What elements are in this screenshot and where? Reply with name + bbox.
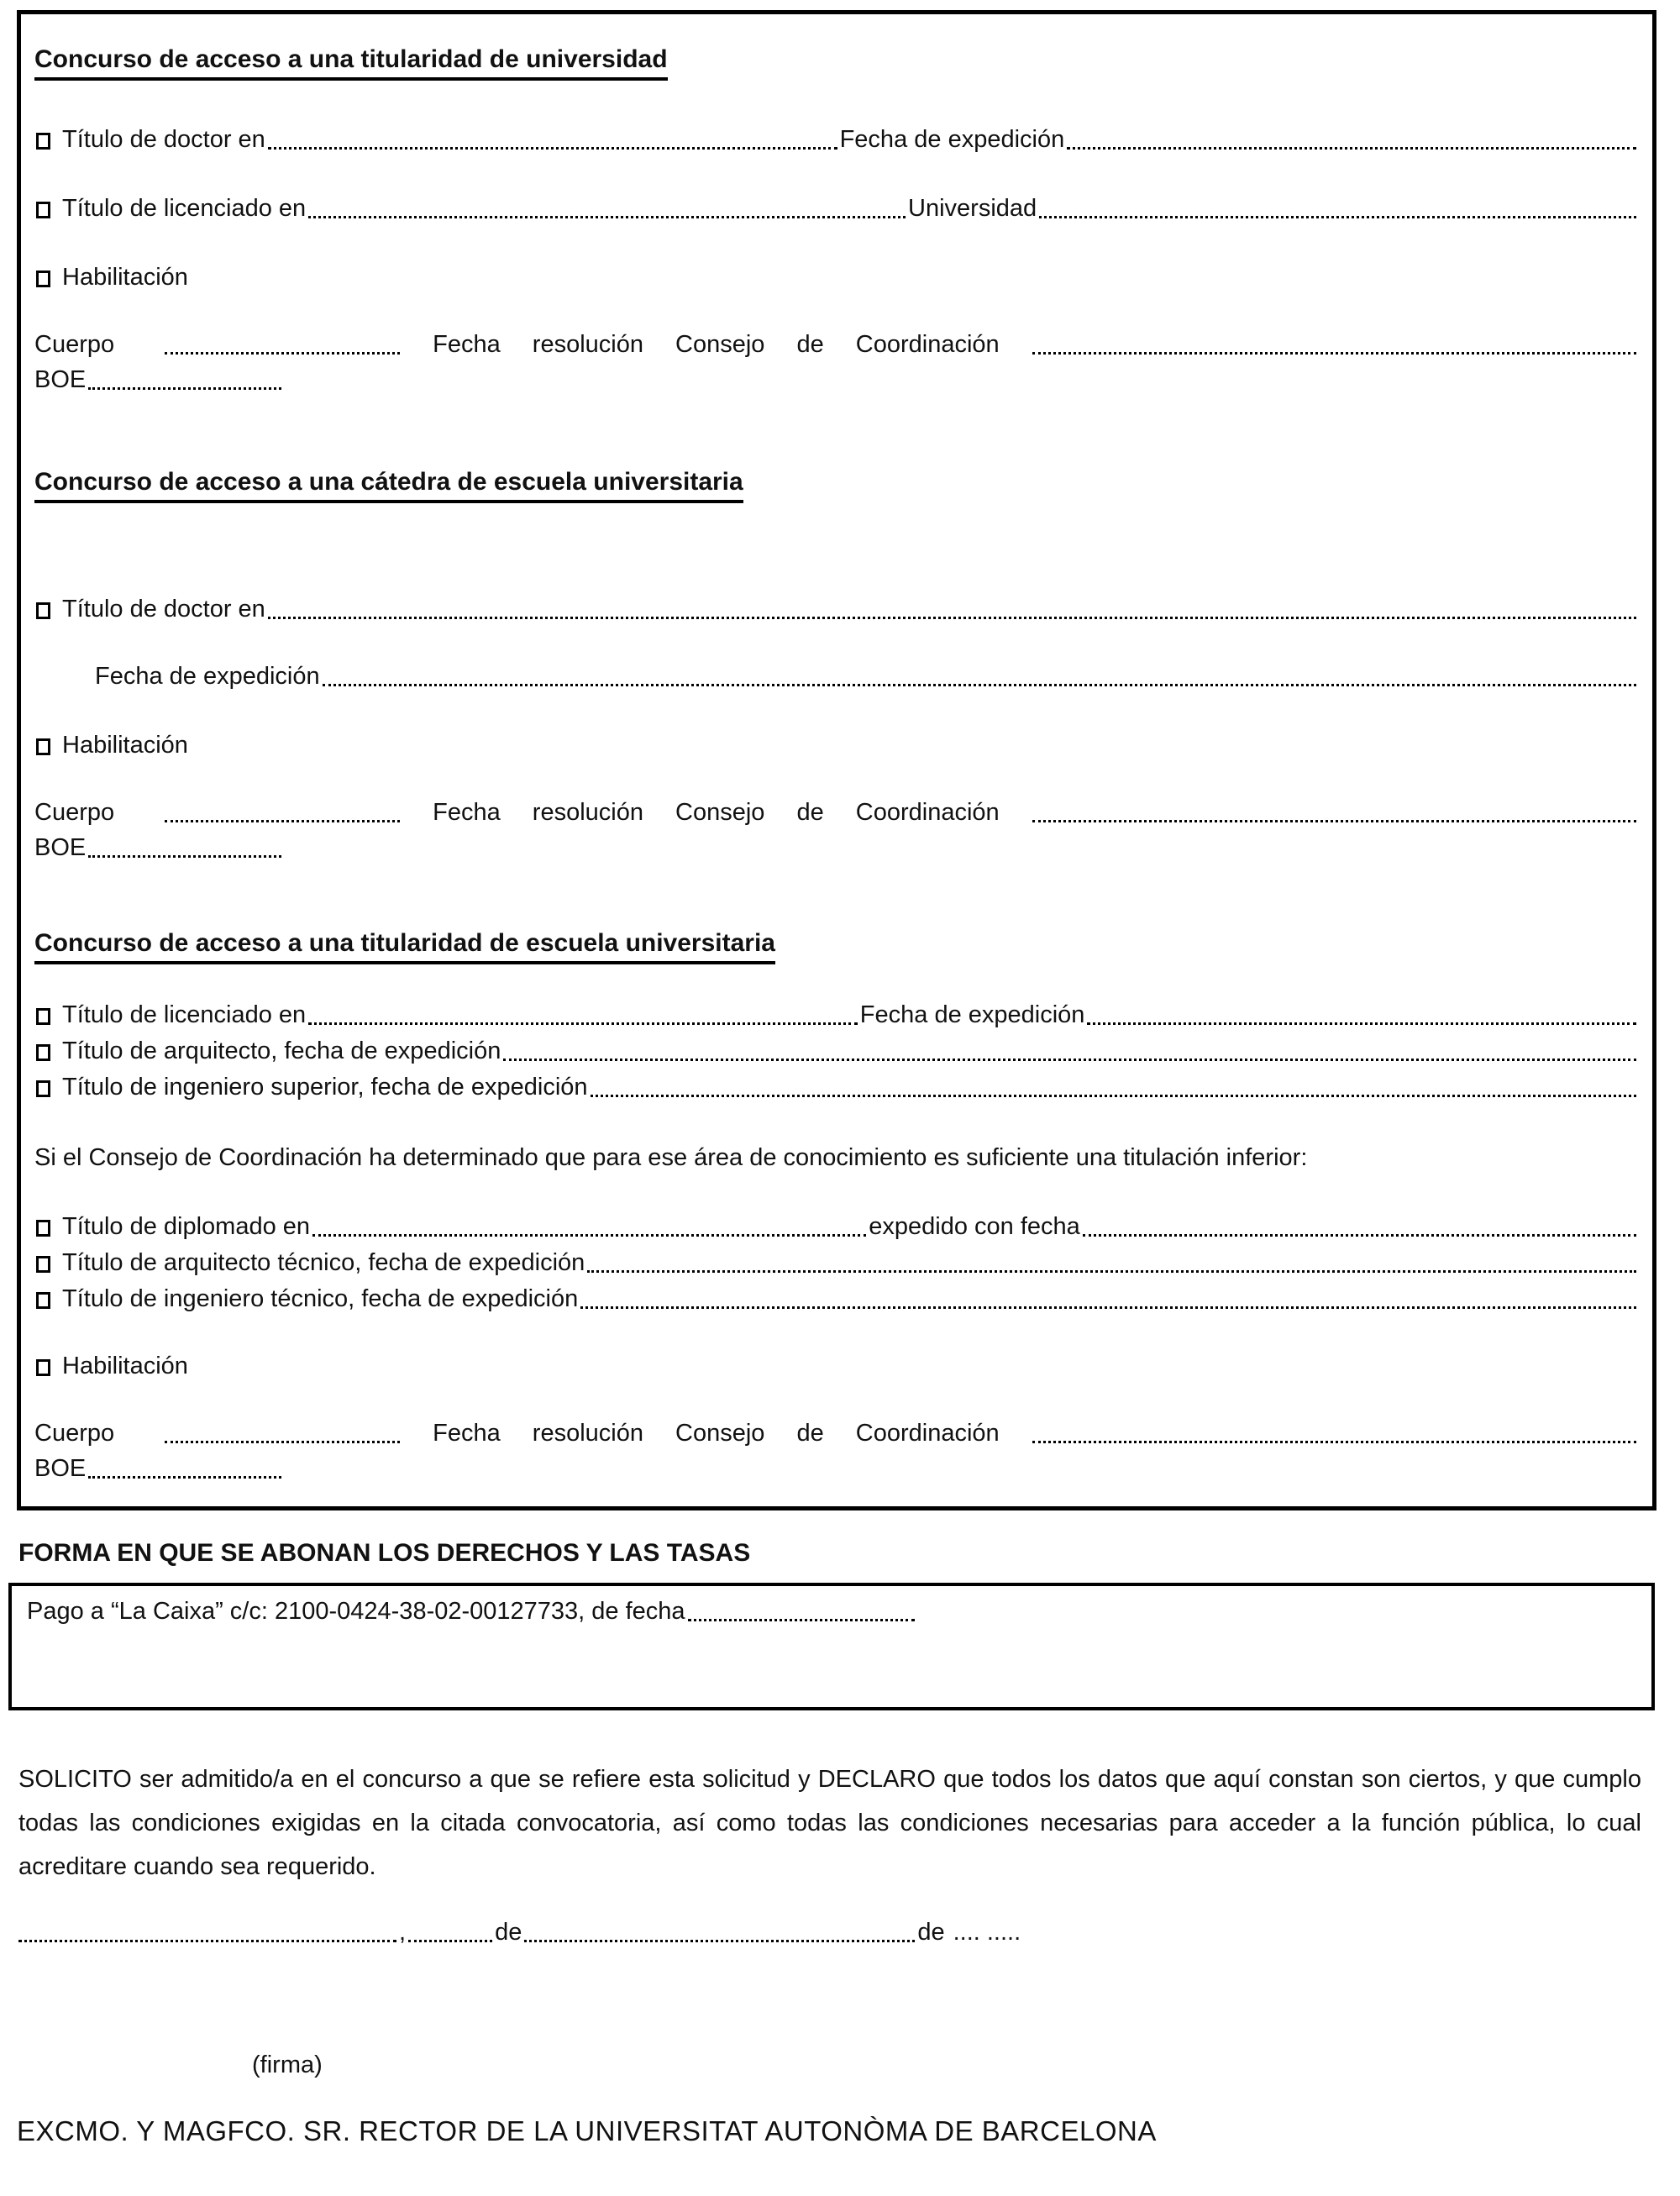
checkbox-s3-diplomado[interactable]	[36, 1220, 50, 1237]
s2-boe-row	[34, 833, 1639, 863]
date-de2: de	[917, 1919, 945, 1946]
s2-cuerpo-fill[interactable]	[165, 816, 400, 822]
s1-cuerpo-date-fill[interactable]	[1032, 348, 1636, 355]
s3-arquitecto-fill[interactable]	[503, 1054, 1636, 1061]
s3-cuerpo-middle-label: Fecha resolución Consejo de Coordinación	[433, 1420, 1000, 1447]
s3-ing-tecnico-fill[interactable]	[580, 1302, 1636, 1309]
s3-habilitacion-label: Habilitación	[62, 1353, 188, 1379]
checkbox-s2-titulo-doctor[interactable]	[36, 602, 50, 619]
s3-boe-row	[34, 1453, 1639, 1484]
s3-fecha-fill[interactable]	[1087, 1018, 1636, 1025]
checkbox-s3-arq-tecnico[interactable]	[36, 1256, 50, 1273]
s2-doctor-label: Título de doctor en	[62, 596, 265, 623]
s3-cuerpo-label: Cuerpo	[34, 1420, 115, 1447]
month-fill[interactable]	[524, 1936, 915, 1942]
s3-note: Si el Consejo de Coordinación ha determinado que para ese área de conocimiento es suficiente una titulación inferior:	[34, 1144, 1308, 1171]
checkbox-s3-titulo-licenciado[interactable]	[36, 1008, 50, 1025]
date-de1: de	[495, 1919, 522, 1946]
s1-universidad-fill[interactable]	[1039, 212, 1636, 218]
s1-cuerpo-fill[interactable]	[165, 348, 400, 355]
s1-boe-fill[interactable]	[88, 383, 281, 390]
s3-fecha-label: Fecha de expedición	[859, 1001, 1085, 1028]
qualifications-box	[17, 10, 1656, 1510]
s3-cuerpo-fill[interactable]	[165, 1437, 400, 1443]
s1-boe-label: BOE	[34, 366, 87, 393]
s3-arq-tecnico-row	[34, 1248, 1639, 1278]
s3-boe-label: BOE	[34, 1455, 87, 1482]
s3-ingeniero-fill[interactable]	[591, 1090, 1636, 1097]
signature-label: (firma)	[252, 2052, 323, 2078]
section1-heading: Concurso de acceso a una titularidad de universidad	[34, 45, 668, 81]
s3-arq-tecnico-fill[interactable]	[587, 1266, 1636, 1273]
s3-boe-fill[interactable]	[88, 1472, 281, 1479]
s3-ingeniero-row	[34, 1072, 1639, 1102]
section1-heading-wrap	[34, 45, 1639, 81]
s1-universidad-label: Universidad	[908, 195, 1037, 222]
s3-ing-tecnico-row	[34, 1284, 1639, 1314]
s1-doctor-right-label: Fecha de expedición	[839, 126, 1065, 153]
s2-fecha-row	[34, 661, 1639, 691]
place-fill[interactable]	[18, 1936, 396, 1942]
s3-diplomado-row	[34, 1211, 1639, 1242]
section2-heading: Concurso de acceso a una cátedra de escuela universitaria	[34, 467, 743, 503]
s1-cuerpo-row	[34, 329, 1639, 360]
s3-ing-tecnico-label: Título de ingeniero técnico, fecha de expedición	[62, 1285, 579, 1312]
date-line	[18, 1917, 1127, 1947]
s2-habilitacion-label: Habilitación	[62, 732, 188, 759]
checkbox-s3-ing-tecnico[interactable]	[36, 1292, 50, 1309]
s2-fecha-label: Fecha de expedición	[95, 663, 320, 690]
s3-diplomado-label: Título de diplomado en	[62, 1213, 311, 1240]
checkbox-s1-titulo-doctor[interactable]	[36, 133, 50, 150]
s1-boe-row	[34, 365, 1639, 395]
s1-doctor-row	[34, 124, 1639, 155]
s3-habilitacion-row	[34, 1351, 1639, 1381]
s2-cuerpo-row	[34, 797, 1639, 827]
s2-doctor-row	[34, 594, 1639, 624]
checkbox-s3-habilitacion[interactable]	[36, 1359, 50, 1376]
s1-habilitacion-row	[34, 262, 1639, 292]
section2-heading-wrap	[34, 467, 1639, 503]
payment-date-fill[interactable]	[688, 1615, 915, 1621]
rector-address-line: EXCMO. Y MAGFCO. SR. RECTOR DE LA UNIVERSITAT AUTONÒMA DE BARCELONA	[17, 2115, 1157, 2146]
date-comma: ,	[399, 1919, 407, 1946]
s3-arquitecto-label: Título de arquitecto, fecha de expedición	[62, 1038, 501, 1064]
s2-cuerpo-date-fill[interactable]	[1032, 816, 1636, 822]
checkbox-s1-titulo-licenciado[interactable]	[36, 202, 50, 218]
s3-ingeniero-label: Título de ingeniero superior, fecha de expedición	[62, 1074, 588, 1101]
s3-diplomado-fill[interactable]	[312, 1230, 866, 1237]
s3-arquitecto-row	[34, 1036, 1639, 1066]
s3-cuerpo-date-fill[interactable]	[1032, 1437, 1636, 1443]
s2-cuerpo-label: Cuerpo	[34, 799, 115, 826]
checkbox-s3-ingeniero[interactable]	[36, 1080, 50, 1097]
s1-doctor-label: Título de doctor en	[62, 126, 265, 153]
s2-fecha-fill[interactable]	[323, 680, 1636, 686]
payment-heading: FORMA EN QUE SE ABONAN LOS DERECHOS Y LAS TASAS	[18, 1539, 751, 1567]
s3-expedido-label: expedido con fecha	[869, 1213, 1080, 1240]
s1-doctor-date-fill[interactable]	[1067, 143, 1636, 150]
section3-heading: Concurso de acceso a una titularidad de escuela universitaria	[34, 928, 775, 964]
checkbox-s1-habilitacion[interactable]	[36, 271, 50, 287]
s2-cuerpo-middle-label: Fecha resolución Consejo de Coordinación	[433, 799, 1000, 826]
s3-licenciado-label: Título de licenciado en	[62, 1001, 307, 1028]
s2-habilitacion-row	[34, 730, 1639, 760]
s3-licenciado-row	[34, 1000, 1639, 1030]
s1-cuerpo-label: Cuerpo	[34, 331, 115, 358]
section3-heading-wrap	[34, 928, 1639, 964]
s2-boe-label: BOE	[34, 834, 87, 861]
s3-licenciado-fill[interactable]	[308, 1018, 858, 1025]
year-dots[interactable]: .... .....	[953, 1919, 1021, 1946]
s2-boe-fill[interactable]	[88, 851, 281, 858]
s2-doctor-fill[interactable]	[268, 612, 1636, 619]
payment-line-label: Pago a “La Caixa” c/c: 2100-0424-38-02-00127733, de fecha	[27, 1598, 685, 1625]
s1-licenciado-row	[34, 193, 1639, 223]
s1-licenciado-label: Título de licenciado en	[62, 195, 307, 222]
declaration-paragraph: SOLICITO ser admitido/a en el concurso a que se refiere esta solicitud y DECLARO que todos los datos que aquí constan son ciertos, y que cumplo todas las condiciones exigidas en la citada convocatoria, así como todas las condiciones necesarias para acceder a la función pública, lo cual acreditare cuando sea requerido.	[18, 1766, 1641, 1880]
s1-doctor-fill[interactable]	[268, 143, 837, 150]
checkbox-s2-habilitacion[interactable]	[36, 738, 50, 755]
checkbox-s3-arquitecto[interactable]	[36, 1044, 50, 1061]
payment-box	[8, 1583, 1655, 1710]
s1-licenciado-fill[interactable]	[308, 212, 906, 218]
s1-cuerpo-middle-label: Fecha resolución Consejo de Coordinación	[433, 331, 1000, 358]
payment-row	[27, 1596, 1638, 1626]
s3-expedido-fill[interactable]	[1083, 1230, 1636, 1237]
s3-cuerpo-row	[34, 1418, 1639, 1448]
s3-arq-tecnico-label: Título de arquitecto técnico, fecha de expedición	[62, 1249, 585, 1276]
s1-habilitacion-label: Habilitación	[62, 264, 188, 291]
day-fill[interactable]	[408, 1936, 492, 1942]
